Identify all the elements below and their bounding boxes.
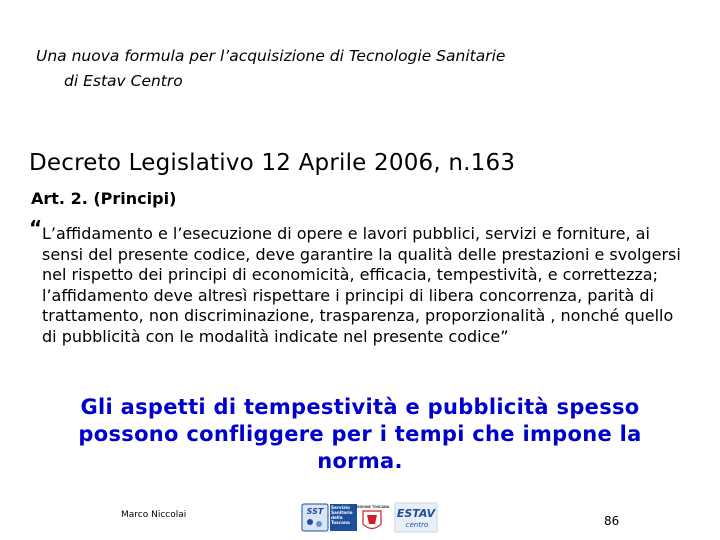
- header-line-1: Una nuova formula per l’acquisizione di Tecnologie Sanitarie: [36, 47, 506, 65]
- estav-text: ESTAV: [396, 507, 436, 520]
- footer-logos: [300, 500, 440, 534]
- sst-logo: [302, 504, 328, 531]
- logos-svg: [300, 500, 440, 534]
- regione-caption: REGIONE TOSCANA: [354, 505, 390, 509]
- slide-header: [36, 44, 505, 94]
- quote-block: [29, 216, 689, 348]
- highlight-statement: Gli aspetti di tempestività e pubblicità spesso possono confliggere per i tempi che impone la norma.: [78, 395, 642, 473]
- open-quote-mark: “: [29, 216, 43, 240]
- sst-caption-text: Servizio Sanitario della Toscana: [331, 505, 353, 525]
- estav-sub-text: centro: [405, 521, 429, 529]
- author-name: Marco Niccolai: [121, 510, 187, 520]
- sst-caption: [330, 504, 357, 531]
- quote-text: L’affidamento e l’esecuzione di opere e lavori pubblici, servizi e forniture, ai sensi del presente codice, deve garantire la qualità delle prestazioni e svolgersi nel rispetto dei principi di economicità, efficacia, tempestività, e correttezza; l’affidamento deve altresì rispettare i principi di libera concorrenza, parità di trattamento, non discriminazione, trasparenza, proporzionalità , nonché quello di pubblicità con le modalità indicate nel presente codice”: [42, 224, 681, 346]
- article-heading: Art. 2. (Principi): [31, 189, 177, 208]
- estav-logo: [395, 503, 437, 532]
- header-line-2: di Estav Centro: [64, 72, 183, 90]
- slide-title: Decreto Legislativo 12 Aprile 2006, n.163: [29, 150, 516, 176]
- page-number: 86: [604, 514, 620, 528]
- sst-logo-text: SST: [306, 507, 324, 516]
- regione-toscana-logo: [355, 505, 390, 529]
